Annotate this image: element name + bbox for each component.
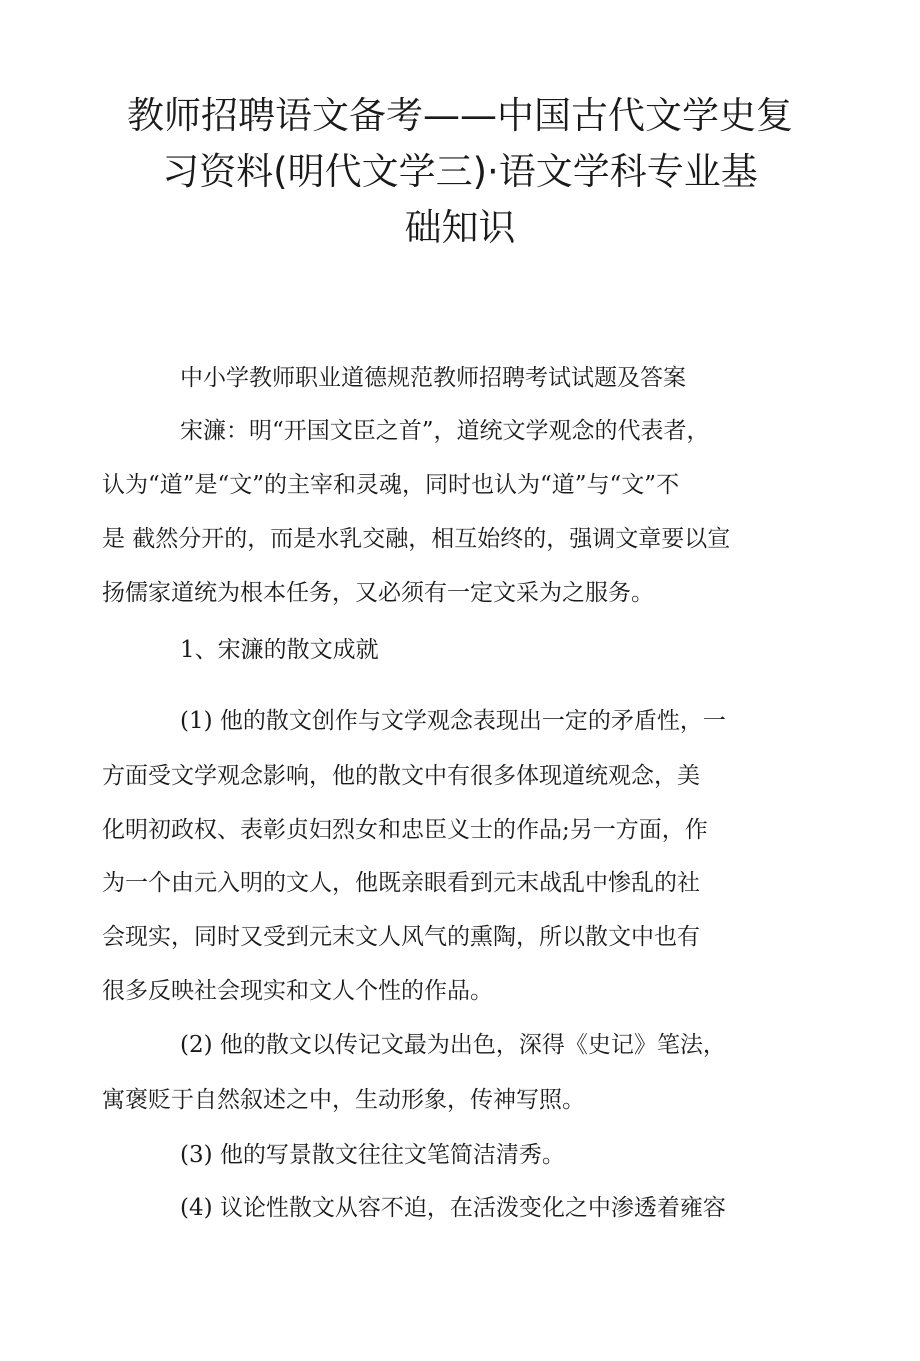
point-1-line-6: 很多反映社会现实和文人个性的作品。: [102, 978, 493, 1004]
point-1-line-3: 化明初政权、表彰贞妇烈女和忠臣义士的作品;另一方面，作: [102, 817, 708, 843]
intro-line-2: 认为“道”是“文”的主宰和灵魂，同时也认为“道”与“文”不: [102, 472, 680, 498]
document-title: [90, 88, 830, 256]
intro-line-3: 是 截然分开的，而是水乳交融，相互始终的，强调文章要以宣: [102, 526, 731, 552]
point-1-line-5: 会现实，同时又受到元末文人风气的熏陶，所以散文中也有: [102, 924, 700, 950]
title-line-1: 教师招聘语文备考——中国古代文学史复: [127, 94, 793, 137]
title-line-2: 习资料(明代文学三)·语文学科专业基: [162, 150, 758, 193]
intro-line-1: 宋濂：明“开国文臣之首”，道统文学观念的代表者，: [180, 418, 710, 444]
intro-line-4: 扬儒家道统为根本任务，又必须有一定文采为之服务。: [102, 580, 654, 606]
point-3-line: (3) 他的写景散文往往文笔简洁清秀。: [180, 1142, 565, 1168]
title-line-3: 础知识: [404, 206, 516, 249]
section-heading: 1、宋濂的散文成就: [180, 637, 379, 663]
point-2-line-2: 寓褒贬于自然叙述之中，生动形象，传神写照。: [102, 1087, 585, 1113]
point-2-line-1: (2) 他的散文以传记文最为出色，深得《史记》笔法，: [180, 1032, 726, 1058]
point-1-line-2: 方面受文学观念影响，他的散文中有很多体现道统观念，美: [102, 763, 700, 789]
point-4-line: (4) 议论性散文从容不迫，在活泼变化之中渗透着雍容: [180, 1195, 726, 1221]
subtitle-line: 中小学教师职业道德规范教师招聘考试试题及答案: [180, 365, 686, 391]
point-1-line-1: (1) 他的散文创作与文学观念表现出一定的矛盾性，一: [180, 708, 726, 734]
point-1-line-4: 为一个由元入明的文人，他既亲眼看到元末战乱中惨乱的社: [102, 870, 700, 896]
